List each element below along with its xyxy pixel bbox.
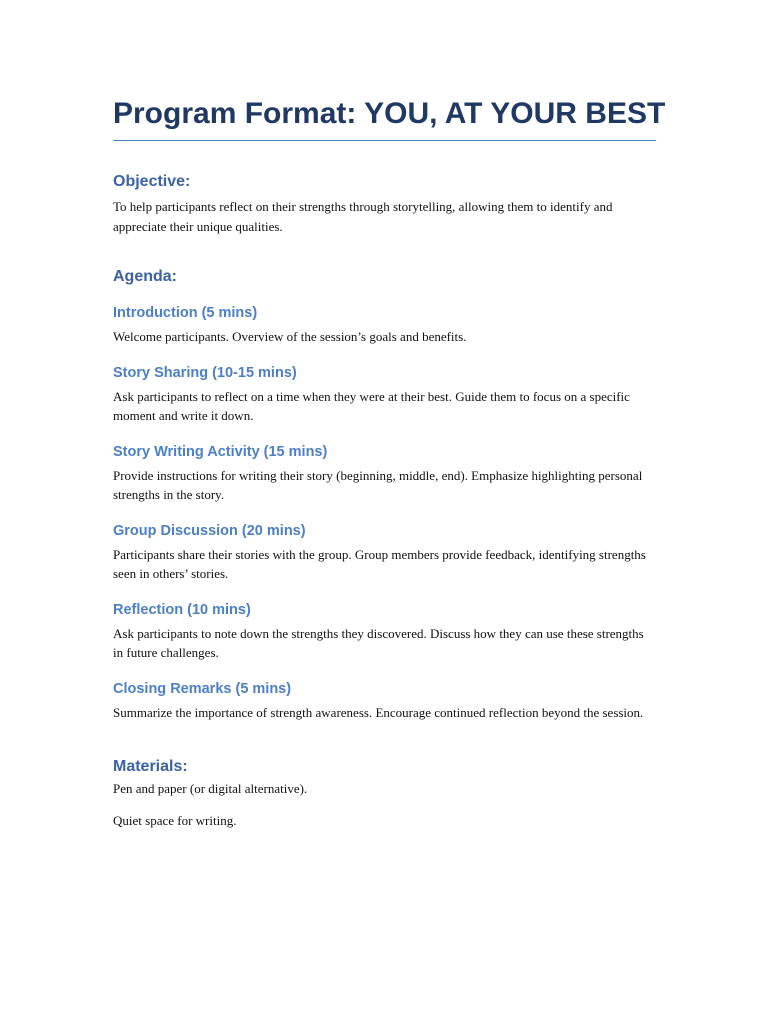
agenda-item-title: Story Sharing (10-15 mins) xyxy=(113,364,297,381)
agenda-item-reflection xyxy=(113,600,656,663)
objective-section xyxy=(113,172,656,236)
agenda-item-group-discussion xyxy=(113,521,656,584)
agenda-item-text: Ask participants to reflect on a time when they were at their best. Guide them to focus on a specific moment and write it down. xyxy=(113,388,630,423)
agenda-item-title: Story Writing Activity (15 mins) xyxy=(113,443,328,460)
document-page xyxy=(113,94,666,830)
agenda-item-title: Introduction (5 mins) xyxy=(113,305,258,321)
agenda-item-closing-remarks xyxy=(113,679,656,723)
agenda-item-title: Closing Remarks (5 mins) xyxy=(113,680,292,697)
page-title: Program Format: YOU, AT YOUR BEST xyxy=(113,94,656,141)
list-item: Pen and paper (or digital alternative). xyxy=(113,781,308,796)
agenda-item-title: Reflection (10 mins) xyxy=(113,601,251,618)
agenda-item-text: Welcome participants. Overview of the session’s goals and benefits. xyxy=(113,329,467,344)
agenda-item-text: Provide instructions for writing their story (beginning, middle, end). Emphasize highlighting personal strengths in the story. xyxy=(113,467,643,502)
materials-section xyxy=(113,757,656,830)
agenda-item-title: Group Discussion (20 mins) xyxy=(113,522,306,539)
objective-heading: Objective: xyxy=(113,173,191,190)
materials-heading: Materials: xyxy=(113,758,188,775)
agenda-item-text: Ask participants to note down the strengths they discovered. Discuss how they can use these strengths in future challenges. xyxy=(113,625,644,660)
agenda-item-text: Summarize the importance of strength awareness. Encourage continued reflection beyond the session. xyxy=(113,704,644,720)
list-item: Quiet space for writing. xyxy=(113,812,237,828)
objective-text: To help participants reflect on their strengths through storytelling, allowing them to identify and appreciate their unique qualities. xyxy=(113,199,613,234)
agenda-item-introduction xyxy=(113,303,656,347)
agenda-item-text: Participants share their stories with the group. Group members provide feedback, identifying strengths seen in others’ stories. xyxy=(113,546,646,581)
agenda-heading: Agenda: xyxy=(113,268,177,285)
agenda-section xyxy=(113,267,656,722)
agenda-item-story-sharing xyxy=(113,363,656,426)
materials-list xyxy=(113,779,656,830)
agenda-item-story-writing xyxy=(113,442,656,505)
